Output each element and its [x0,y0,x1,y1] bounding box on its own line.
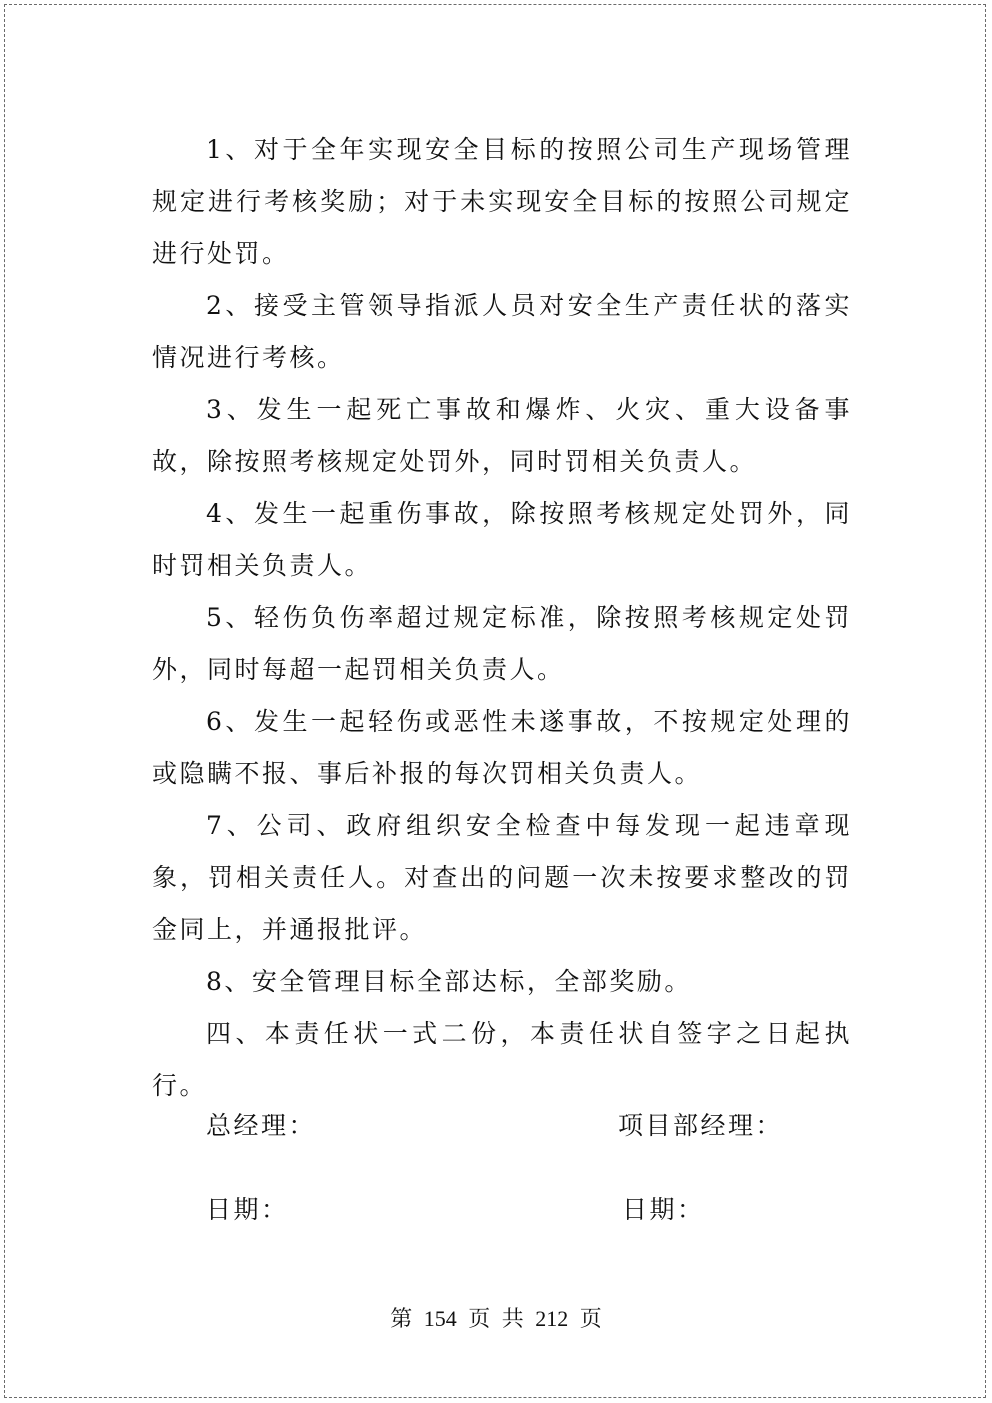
paragraph-7: 7、公司、政府组织安全检查中每发现一起违章现象，罚相关责任人。对查出的问题一次未按要求整改的罚金同上，并通报批评。 [152,811,852,944]
paragraph-1: 1、对于全年实现安全目标的按照公司生产现场管理规定进行考核奖励；对于未实现安全目标的按照公司规定进行处罚。 [152,135,852,268]
project-manager-label: 项目部经理： [618,1111,784,1140]
paragraph-6: 6、发生一起轻伤或恶性未遂事故，不按规定处理的或隐瞒不报、事后补报的每次罚相关负责人。 [152,707,852,788]
paragraph-8: 8、安全管理目标全部达标，全部奖励。 [206,967,692,996]
left-date-label: 日期： [206,1195,289,1224]
document-body [152,124,852,1112]
paragraph-3: 3、发生一起死亡事故和爆炸、火灾、重大设备事故，除按照考核规定处罚外，同时罚相关负责人。 [152,395,852,476]
page-number-footer: 第 154 页 共 212 页 [390,1306,602,1331]
general-manager-label: 总经理： [206,1111,317,1140]
right-date-label: 日期： [622,1195,705,1224]
paragraph-5: 5、轻伤负伤率超过规定标准，除按照考核规定处罚外，同时每超一起罚相关负责人。 [152,603,852,684]
paragraph-4: 4、发生一起重伤事故，除按照考核规定处罚外，同时罚相关负责人。 [152,499,852,580]
paragraph-2: 2、接受主管领导指派人员对安全生产责任状的落实情况进行考核。 [152,291,852,372]
paragraph-9: 四、本责任状一式二份，本责任状自签字之日起执行。 [152,1019,852,1100]
